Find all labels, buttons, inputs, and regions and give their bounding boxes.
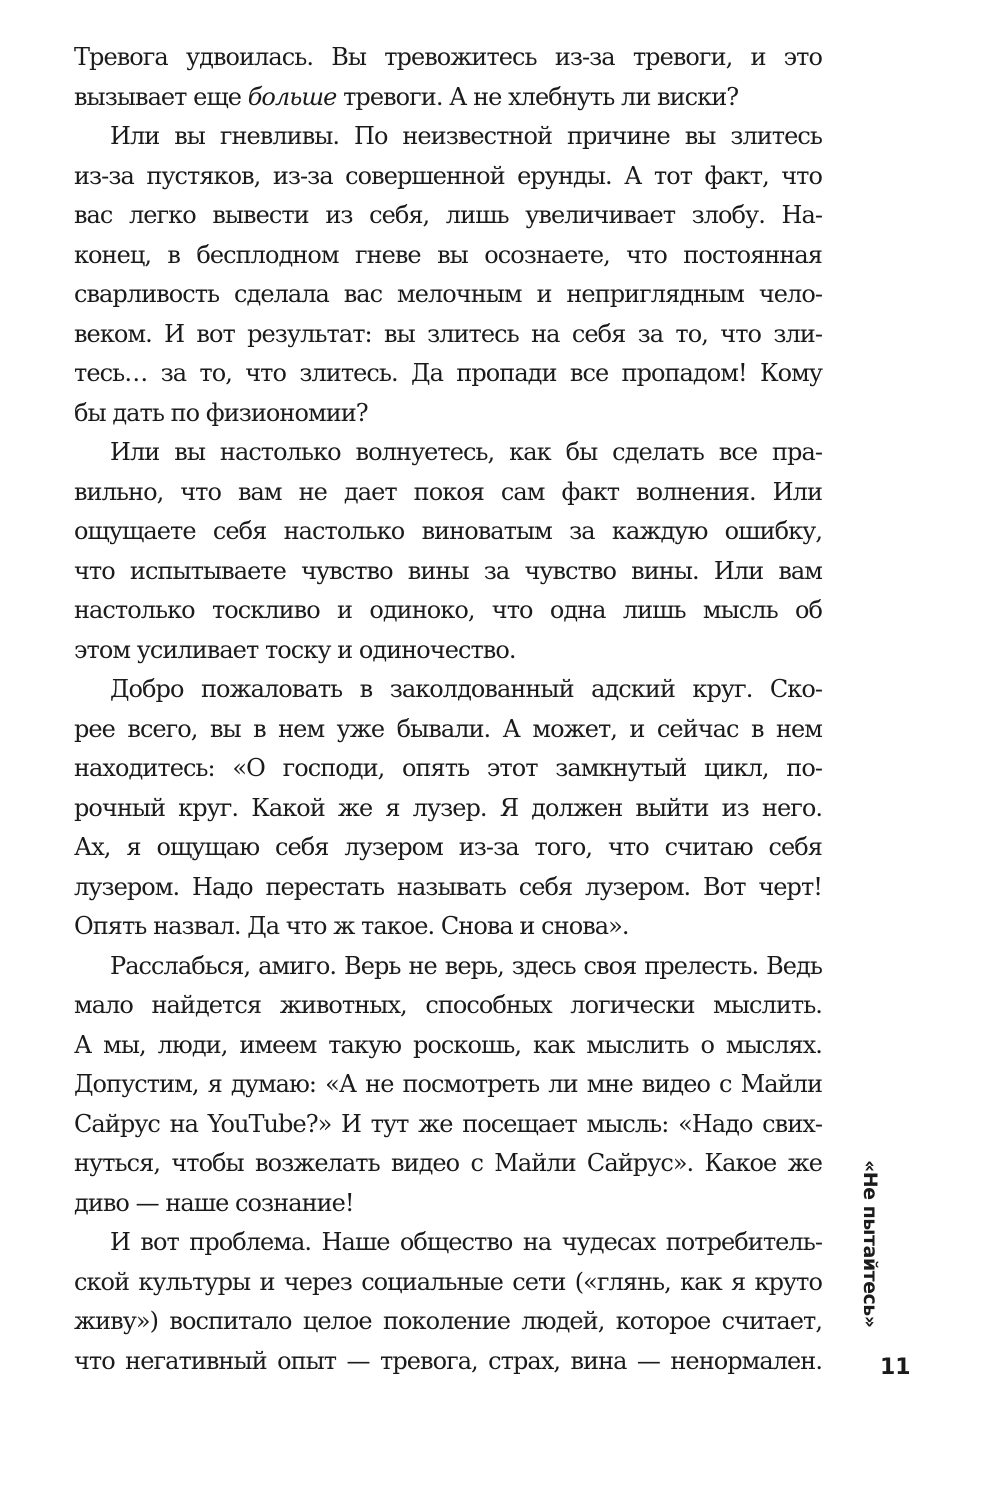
text-line: из-за пустяков, из-за совершенной ерунды. А тот факт, что (74, 161, 822, 190)
text-line: Опять назвал. Да что ж такое. Снова и снова». (74, 912, 629, 940)
text-line: находитесь: «О господи, опять этот замкнутый цикл, по- (74, 754, 822, 782)
text-line: вас легко вывести из себя, лишь увеличивает злобу. На- (74, 201, 822, 229)
text-line: лузером. Надо перестать называть себя лузером. Вот черт! (74, 872, 822, 901)
text-line: ощущаете себя настолько виноватым за каждую ошибку, (74, 517, 822, 545)
page-number: 11 (880, 1355, 911, 1380)
text-line: живу») воспитало целое поколение людей, которое считает, (74, 1307, 822, 1335)
text-line: Расслабься, амиго. Верь не верь, здесь своя прелесть. Ведь (110, 951, 822, 980)
text-fragment: вызывает еще (74, 82, 248, 111)
text-line: Или вы гневливы. По неизвестной причине вы злитесь (110, 122, 822, 150)
text-line: ской культуры и через социальные сети («глянь, как я круто (74, 1267, 822, 1296)
text-line: тесь… за то, что злитесь. Да пропади все пропадом! Кому (74, 359, 822, 387)
text-line: этом усиливает тоску и одиночество. (74, 635, 516, 664)
text-line: веком. И вот результат: вы злитесь на себя за то, что зли- (74, 319, 822, 348)
text-line: что испытываете чувство вины за чувство вины. Или вам (74, 556, 822, 585)
running-header: «Не пытайтесь» (859, 1160, 881, 1328)
emphasized-text: больше (247, 82, 337, 111)
text-line: Допустим, я думаю: «А не посмотреть ли мне видео с Майли (74, 1070, 822, 1098)
text-fragment: тревоги. А не хлебнуть ли виски? (336, 82, 739, 111)
text-line: нуться, чтобы возжелать видео с Майли Сайрус». Какое же (74, 1149, 822, 1177)
text-line: Или вы настолько волнуетесь, как бы сделать все пра- (110, 438, 822, 466)
text-line: Сайрус на YouTube?» И тут же посещает мысль: «Надо свих- (74, 1109, 822, 1138)
text-line: Тревога удвоилась. Вы тревожитесь из-за тревоги, и это (74, 43, 822, 71)
text-line: рее всего, вы в нем уже бывали. А может, и сейчас в нем (74, 714, 822, 743)
text-line: сварливость сделала вас мелочным и неприглядным чело- (74, 280, 822, 308)
text-line: вильно, что вам не дает покоя сам факт волнения. Или (74, 477, 822, 506)
text-line: И вот проблема. Наше общество на чудесах потребитель- (110, 1228, 822, 1256)
text-line: А мы, люди, имеем такую роскошь, как мыслить о мыслях. (74, 1030, 822, 1059)
body-text (74, 38, 822, 1381)
text-line: настолько тоскливо и одиноко, что одна лишь мысль об (74, 596, 822, 624)
text-line: Добро пожаловать в заколдованный адский круг. Ско- (110, 675, 822, 703)
text-line: бы дать по физиономии? (74, 398, 368, 427)
text-line: диво — наше сознание! (74, 1188, 354, 1217)
text-line: рочный круг. Какой же я лузер. Я должен выйти из него. (74, 793, 822, 822)
text-line: конец, в бесплодном гневе вы осознаете, что постоянная (74, 240, 822, 269)
text-line: Ах, я ощущаю себя лузером из-за того, что считаю себя (74, 833, 822, 861)
text-line: мало найдется животных, способных логически мыслить. (74, 991, 822, 1019)
text-line (74, 78, 822, 118)
text-line: что негативный опыт — тревога, страх, вина — ненормален. (74, 1346, 822, 1375)
